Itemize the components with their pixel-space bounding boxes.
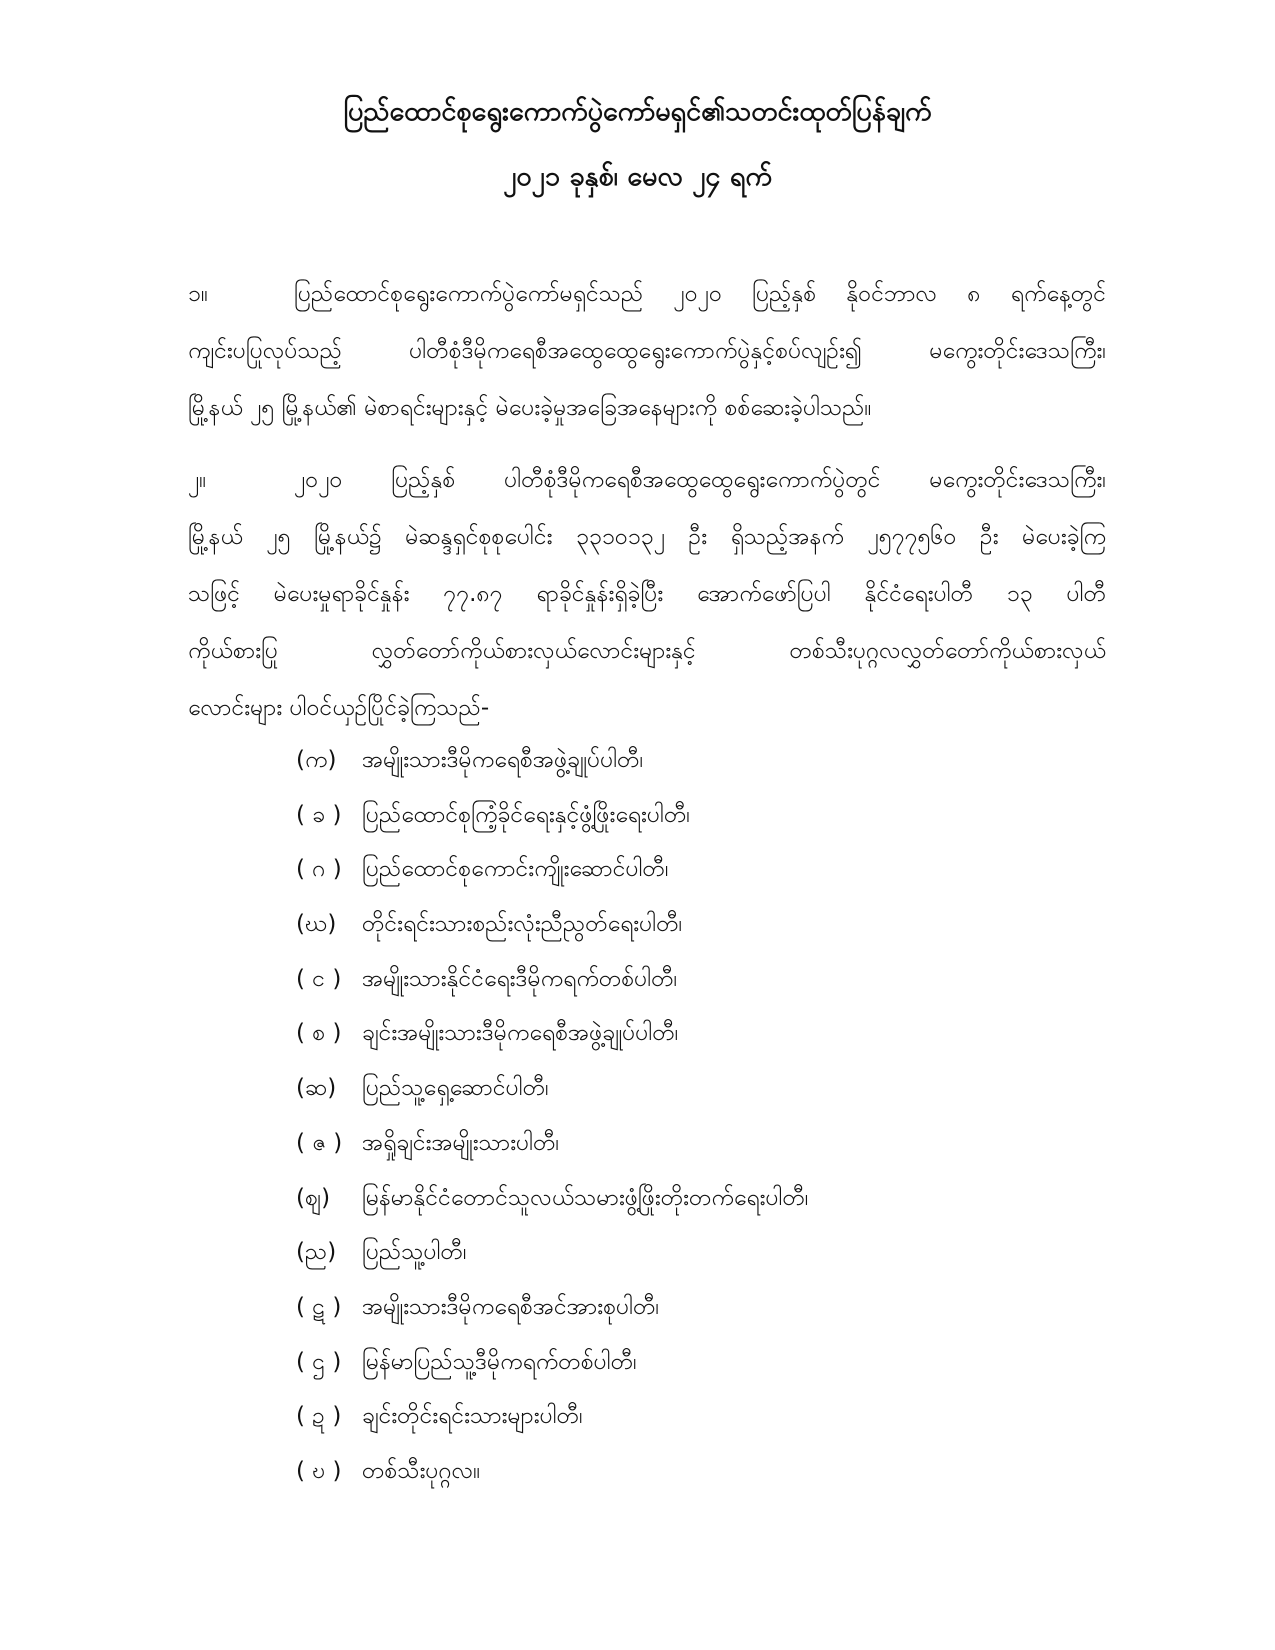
list-item-text: အမျိုးသားဒီမိုကရေစီအင်အားစုပါတီ၊ [362,1293,660,1320]
list-item-text: ပြည်သူ့ပါတီ၊ [362,1239,467,1266]
list-item-text: ချင်းအမျိုးသားဒီမိုကရေစီအဖွဲ့ချုပ်ပါတီ၊ [362,1020,679,1047]
paragraph-number: ၂။ [188,467,207,493]
paragraph-text: မြို့နယ် ၂၅ မြို့နယ်၏ မဲစာရင်းများနှင့် မဲပေးခဲ့မှုအခြေအနေများကို စစ်ဆေးခဲ့ပါသည်။ [188,395,872,421]
paragraph-text: မြို့နယ် ၂၅ မြို့နယ်၌ မဲဆန္ဒရှင်စုစုပေါင်း ၃၃၁၀၁၃၂ ဦး ရှိသည့်အနက် ၂၅၇၇၅၆၀ ဦး မဲပေးခဲ့ကြ [188,524,1106,550]
list-item-text: တစ်သီးပုဂ္ဂလ။ [362,1457,481,1484]
list-item [296,904,1056,959]
list-marker: ( ဌ ) [296,1348,342,1375]
list-marker: ( ဍ ) [296,1403,342,1430]
list-item [296,959,1056,1014]
list-marker: ( ခ ) [296,801,342,828]
paragraph-text: ၂၀၂၀ ပြည့်နှစ် ပါတီစုံဒီမိုကရေစီအထွေထွေရွေးကောက်ပွဲတွင် မကွေးတိုင်းဒေသကြီး၊ [294,467,1106,493]
list-item [296,1451,1056,1506]
list-marker: ( ဎ ) [296,1457,342,1484]
list-item [296,1342,1056,1397]
list-item [296,1178,1056,1233]
list-item-text: အမျိုးသားဒီမိုကရေစီအဖွဲ့ချုပ်ပါတီ၊ [362,747,644,773]
list-item [296,1068,1056,1123]
paragraph-line [188,623,1106,680]
list-item-text: အမျိုးသားနိုင်ငံရေးဒီမိုကရက်တစ်ပါတီ၊ [362,965,678,992]
list-marker: ( ဇ ) [296,1129,343,1156]
paragraph-number: ၁။ [188,281,208,307]
list-item-text: မြန်မာနိုင်ငံတောင်သူလယ်သမားဖွံ့ဖြိုးတိုးတက်ရေးပါတီ၊ [362,1184,809,1211]
paragraph-line [188,566,1106,623]
list-item [296,740,1056,795]
paragraph-line [188,323,1106,380]
paragraph-text: ပြည်ထောင်စုရွေးကောက်ပွဲကော်မရှင်သည် ၂၀၂၀ ပြည့်နှစ် နိုဝင်ဘာလ ၈ ရက်နေ့တွင် [294,281,1106,307]
paragraph-1 [188,266,1106,437]
paragraph-text: ကျင်းပပြုလုပ်သည့် ပါတီစုံဒီမိုကရေစီအထွေထွေရွေးကောက်ပွဲနှင့်စပ်လျဉ်း၍ မကွေးတိုင်းဒေသကြီး၊ [188,338,1106,364]
list-marker: ( ဋ ) [296,1293,342,1320]
paragraph-line [188,266,1106,323]
list-item-text: မြန်မာပြည်သူ့ဒီမိုကရက်တစ်ပါတီ၊ [362,1348,637,1375]
paragraph-line [188,509,1106,566]
paragraph-2 [188,452,1106,737]
list-item-text: အရှိုချင်းအမျိုးသားပါတီ၊ [362,1129,560,1156]
paragraph-text: လောင်းများ ပါဝင်ယှဉ်ပြိုင်ခဲ့ကြသည်- [188,695,490,721]
list-item-text: ပြည်ထောင်စုကောင်းကျိုးဆောင်ပါတီ၊ [362,856,669,883]
paragraph-line [188,452,1106,509]
list-marker: ( စ ) [296,1020,342,1047]
list-marker: (ဃ) [296,911,337,938]
list-item [296,1123,1056,1178]
party-list [296,740,1056,1506]
list-item-text: ပြည်သူ့ရှေ့ဆောင်ပါတီ၊ [362,1075,549,1102]
paragraph-line [188,680,1106,737]
list-marker: (က) [296,747,337,773]
list-item [296,849,1056,904]
list-marker: ( င ) [296,965,342,992]
list-item [296,1396,1056,1451]
list-item [296,1013,1056,1068]
paragraph-text: ကိုယ်စားပြု လွှတ်တော်ကိုယ်စားလှယ်လောင်းများနှင့် တစ်သီးပုဂ္ဂလလွှတ်တော်ကိုယ်စားလှယ် [188,638,1106,664]
list-item [296,795,1056,850]
document-title: ပြည်ထောင်စုရွေးကောက်ပွဲကော်မရှင်၏သတင်းထုတ်ပြန်ချက် [343,96,932,127]
list-marker: (ဈ) [296,1184,331,1211]
list-item-text: ချင်းတိုင်းရင်းသားများပါတီ၊ [362,1403,583,1430]
paragraph-text: သဖြင့် မဲပေးမှုရာခိုင်နှုန်း ၇၇.၈၇ ရာခိုင်နှုန်းရှိခဲ့ပြီး အောက်ဖော်ပြပါ နိုင်ငံရေးပါတီ ၁၃ ပါတီ [188,581,1106,607]
document-date: ၂၀၂၁ ခုနှစ်၊ မေလ ၂၄ ရက် [503,161,772,192]
list-item [296,1232,1056,1287]
list-item [296,1287,1056,1342]
list-item-text: တိုင်းရင်းသားစည်းလုံးညီညွတ်ရေးပါတီ၊ [362,911,683,938]
list-marker: (ည) [296,1239,337,1266]
list-item-text: ပြည်ထောင်စုကြံ့ခိုင်ရေးနှင့်ဖွံ့ဖြိုးရေးပါတီ၊ [362,801,690,828]
paragraph-line [188,380,1106,437]
list-marker: (ဆ) [296,1075,337,1102]
list-marker: ( ဂ ) [296,856,342,883]
